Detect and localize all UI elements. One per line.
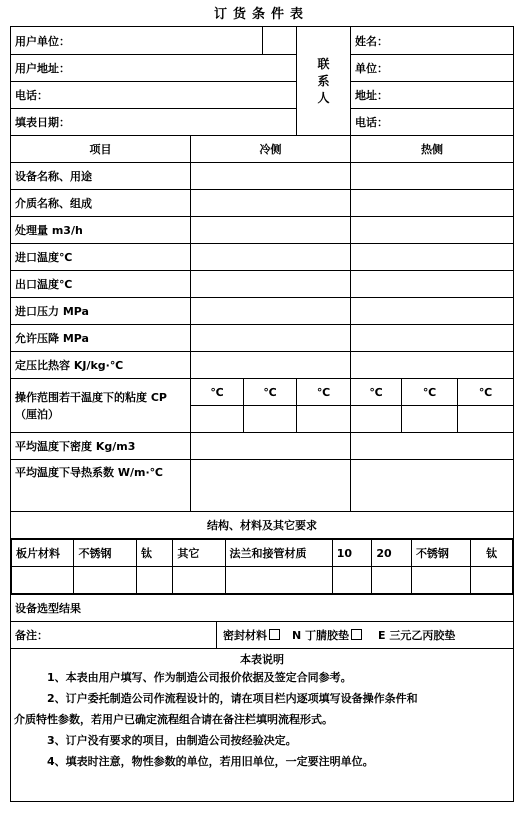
param-row-label: 进口温度℃ (11, 244, 191, 271)
hot-input[interactable] (351, 190, 514, 217)
cold-input[interactable] (191, 163, 351, 190)
param-row-label: 允许压降 MPa (11, 325, 191, 352)
option-titanium-flange: 钛 (471, 540, 513, 567)
note-item: 2、订户委托制造公司作流程设计的，请在项目栏内逐项填写设备操作条件和 (47, 692, 418, 705)
contact-phone-field[interactable]: 电话： (351, 109, 514, 136)
option-stainless: 不锈钢 (74, 540, 136, 567)
remarks-label: 备注： (15, 629, 48, 642)
note-item: 4、填表时注意，物性参数的单位，若用旧单位，一定要注明单位。 (47, 755, 374, 768)
hot-input[interactable] (351, 433, 514, 460)
note-item: 1、本表由用户填写、作为制造公司报价依据及签定合同参考。 (47, 671, 352, 684)
selection-result-field[interactable]: 设备选型结果 (11, 595, 514, 622)
materials-table (11, 539, 513, 594)
note-item: 介质特性参数，若用户已确定流程组合请在备注栏填明流程形式。 (14, 713, 333, 726)
option-steel-10: 10 (332, 540, 372, 567)
option-steel-20: 20 (372, 540, 412, 567)
temp-unit: ℃ (402, 379, 458, 406)
form-title: 订货条件表 (213, 7, 309, 22)
flange-material-input[interactable] (471, 567, 513, 594)
option-titanium: 钛 (136, 540, 172, 567)
cold-input[interactable] (191, 325, 351, 352)
plate-material-input[interactable] (74, 567, 136, 594)
order-conditions-table (10, 26, 514, 802)
plate-material-input[interactable] (173, 567, 225, 594)
contact-address-field[interactable]: 地址： (351, 82, 514, 109)
notes-heading: 本表说明 (240, 653, 284, 666)
hot-input[interactable] (351, 352, 514, 379)
fill-date-field[interactable]: 填表日期： (11, 109, 297, 136)
contact-name-field[interactable]: 姓名： (351, 27, 514, 55)
viscosity-label: 操作范围若干温度下的粘度 CP（厘泊） (11, 379, 191, 433)
seal-material-label: 密封材料 (217, 627, 280, 643)
phone-field[interactable]: 电话： (11, 82, 297, 109)
plate-material-input[interactable] (12, 567, 74, 594)
cold-input[interactable] (191, 352, 351, 379)
param-row-label: 介质名称、组成 (11, 190, 191, 217)
plate-material-input[interactable] (136, 567, 172, 594)
form-notes (11, 649, 514, 802)
temp-unit: ℃ (244, 379, 297, 406)
hot-input[interactable] (351, 298, 514, 325)
column-header-hot: 热侧 (351, 136, 514, 163)
viscosity-input[interactable] (244, 406, 297, 433)
seal-checkbox[interactable] (269, 629, 280, 640)
density-label: 平均温度下密度 Kg/m3 (11, 433, 191, 460)
conductivity-label: 平均温度下导热系数 W/m·℃ (11, 460, 191, 512)
flange-material-input[interactable] (372, 567, 412, 594)
cold-input[interactable] (191, 271, 351, 298)
hot-input[interactable] (351, 271, 514, 298)
flange-material-input[interactable] (411, 567, 470, 594)
note-item: 3、订户没有要求的项目，由制造公司按经验决定。 (47, 734, 297, 747)
hot-input[interactable] (351, 325, 514, 352)
viscosity-input[interactable] (351, 406, 402, 433)
user-unit-field[interactable]: 用户单位： (15, 34, 70, 48)
column-header-item: 项目 (11, 136, 191, 163)
param-row-label: 设备名称、用途 (11, 163, 191, 190)
nbr-option: N 丁腈胶垫 (280, 627, 362, 643)
temp-unit: ℃ (191, 379, 244, 406)
hot-input[interactable] (351, 163, 514, 190)
user-address-field[interactable]: 用户地址： (11, 55, 297, 82)
flange-material-input[interactable] (332, 567, 372, 594)
hot-input[interactable] (351, 460, 514, 512)
param-row-label: 出口温度℃ (11, 271, 191, 298)
hot-input[interactable] (351, 244, 514, 271)
nbr-checkbox[interactable] (351, 629, 362, 640)
option-other: 其它 (173, 540, 225, 567)
cold-input[interactable] (191, 244, 351, 271)
temp-unit: ℃ (297, 379, 351, 406)
viscosity-input[interactable] (402, 406, 458, 433)
hot-input[interactable] (351, 217, 514, 244)
cold-input[interactable] (191, 217, 351, 244)
viscosity-input[interactable] (297, 406, 351, 433)
flange-material-label: 法兰和接管材质 (225, 540, 332, 567)
param-row-label: 处理量 m3/h (11, 217, 191, 244)
structure-heading: 结构、材料及其它要求 (11, 512, 514, 539)
plate-material-label: 板片材料 (12, 540, 74, 567)
option-stainless-flange: 不锈钢 (411, 540, 470, 567)
viscosity-input[interactable] (191, 406, 244, 433)
param-row-label: 定压比热容 KJ/kg·℃ (11, 352, 191, 379)
param-row-label: 进口压力 MPa (11, 298, 191, 325)
cold-input[interactable] (191, 433, 351, 460)
contact-person-label: 联系人 (297, 27, 351, 136)
cold-input[interactable] (191, 460, 351, 512)
contact-unit-field[interactable]: 单位： (351, 55, 514, 82)
cold-input[interactable] (191, 298, 351, 325)
temp-unit: ℃ (351, 379, 402, 406)
column-header-cold: 冷侧 (191, 136, 351, 163)
epdm-option: E 三元乙丙胶垫 (378, 629, 456, 642)
temp-unit: ℃ (458, 379, 514, 406)
order-form-page (10, 0, 513, 805)
flange-material-input[interactable] (225, 567, 332, 594)
viscosity-input[interactable] (458, 406, 514, 433)
cold-input[interactable] (191, 190, 351, 217)
